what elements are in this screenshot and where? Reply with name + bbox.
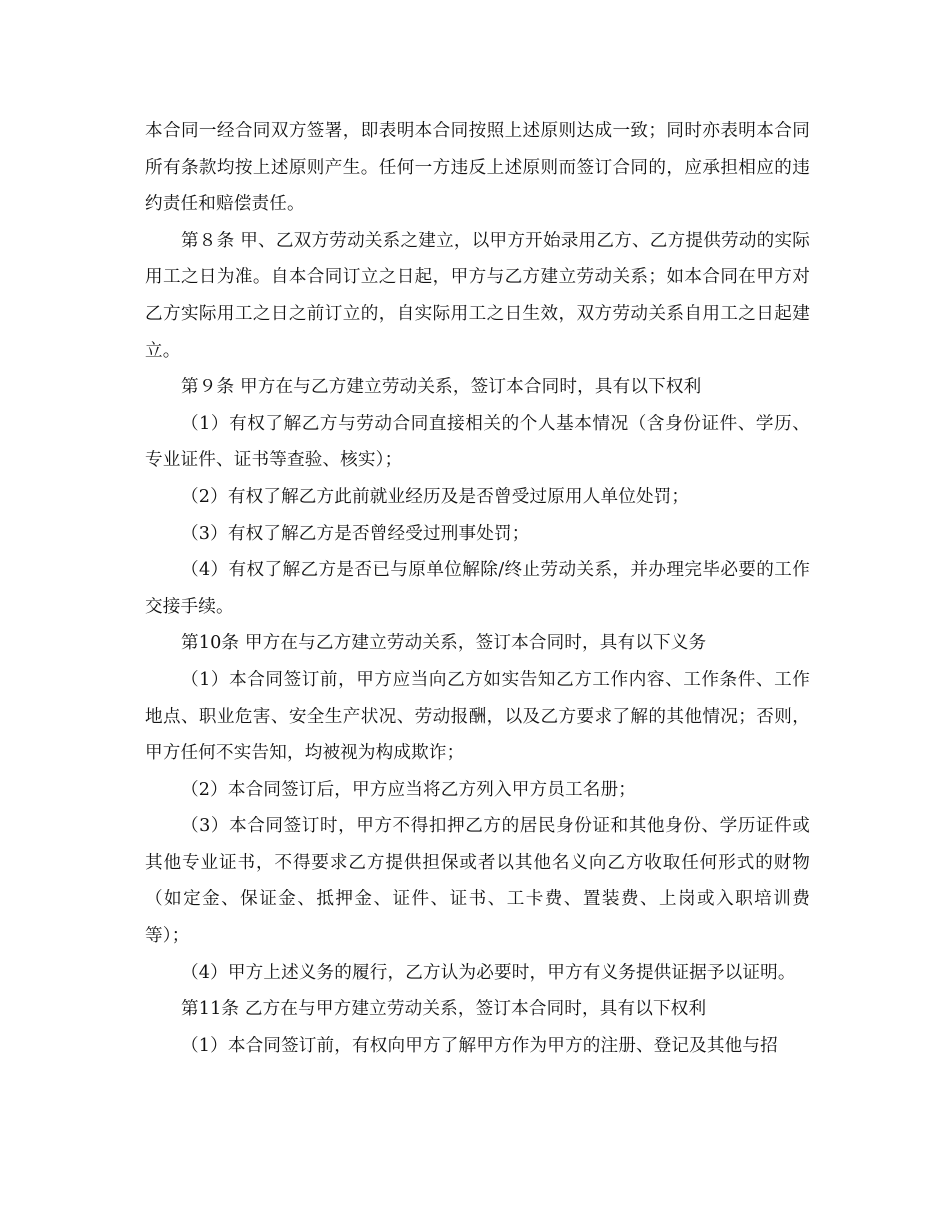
paragraph-article-9-item-2: （2）有权了解乙方此前就业经历及是否曾受过原用人单位处罚； — [181, 486, 690, 507]
paragraph-article-8: 第８条 甲、乙双方劳动关系之建立，以甲方开始录用乙方、乙方提供劳动的实际用工之日为准。自本合同订立之日起，甲方与乙方建立劳动关系；如本合同在甲方对乙方实际用工之日之前订立的，自实际用工之日生效，双方劳动关系自用工之日起建立。 — [145, 230, 810, 361]
paragraph-article-11-heading: 第11条 乙方在与甲方建立劳动关系，签订本合同时，具有以下权利 — [181, 999, 707, 1020]
paragraph-principles-agreement: 本合同一经合同双方签署，即表明本合同按照上述原则达成一致；同时亦表明本合同所有条款均按上述原则产生。任何一方违反上述原则而签订合同的，应承担相应的违约责任和赔偿责任。 — [145, 121, 810, 215]
paragraph-article-11-item-1: （1）本合同签订前，有权向甲方了解甲方作为甲方的注册、登记及其他与招 — [181, 1035, 778, 1056]
document-page — [145, 113, 810, 1064]
paragraph-article-9-item-3: （3）有权了解乙方是否曾经受过刑事处罚； — [181, 523, 530, 544]
paragraph-article-10-item-1: （1）本合同签订前，甲方应当向乙方如实告知乙方工作内容、工作条件、工作地点、职业危害、安全生产状况、劳动报酬，以及乙方要求了解的其他情况；否则，甲方任何不实告知，均被视为构成欺诈； — [145, 669, 810, 764]
paragraph-article-10-heading: 第10条 甲方在与乙方建立劳动关系，签订本合同时，具有以下义务 — [181, 633, 707, 654]
paragraph-article-9-heading: 第９条 甲方在与乙方建立劳动关系，签订本合同时，具有以下权利 — [181, 377, 702, 398]
paragraph-article-10-item-2: （2）本合同签订后，甲方应当将乙方列入甲方员工名册； — [181, 779, 636, 800]
paragraph-article-9-item-4: （4）有权了解乙方是否已与原单位解除/终止劳动关系，并办理完毕必要的工作交接手续。 — [145, 560, 810, 617]
paragraph-article-9-item-1: （1）有权了解乙方与劳动合同直接相关的个人基本情况（含身份证件、学历、专业证件、证书等查验、核实）； — [145, 413, 810, 471]
paragraph-article-10-item-4: （4）甲方上述义务的履行，乙方认为必要时，甲方有义务提供证据予以证明。 — [181, 962, 796, 983]
paragraph-article-10-item-3: （3）本合同签订时，甲方不得扣押乙方的居民身份证和其他身份、学历证件或其他专业证书，不得要求乙方提供担保或者以其他名义向乙方收取任何形式的财物（如定金、保证金、抵押金、证件、证书、工卡费、置装费、上岗或入职培训费等）； — [145, 816, 810, 947]
